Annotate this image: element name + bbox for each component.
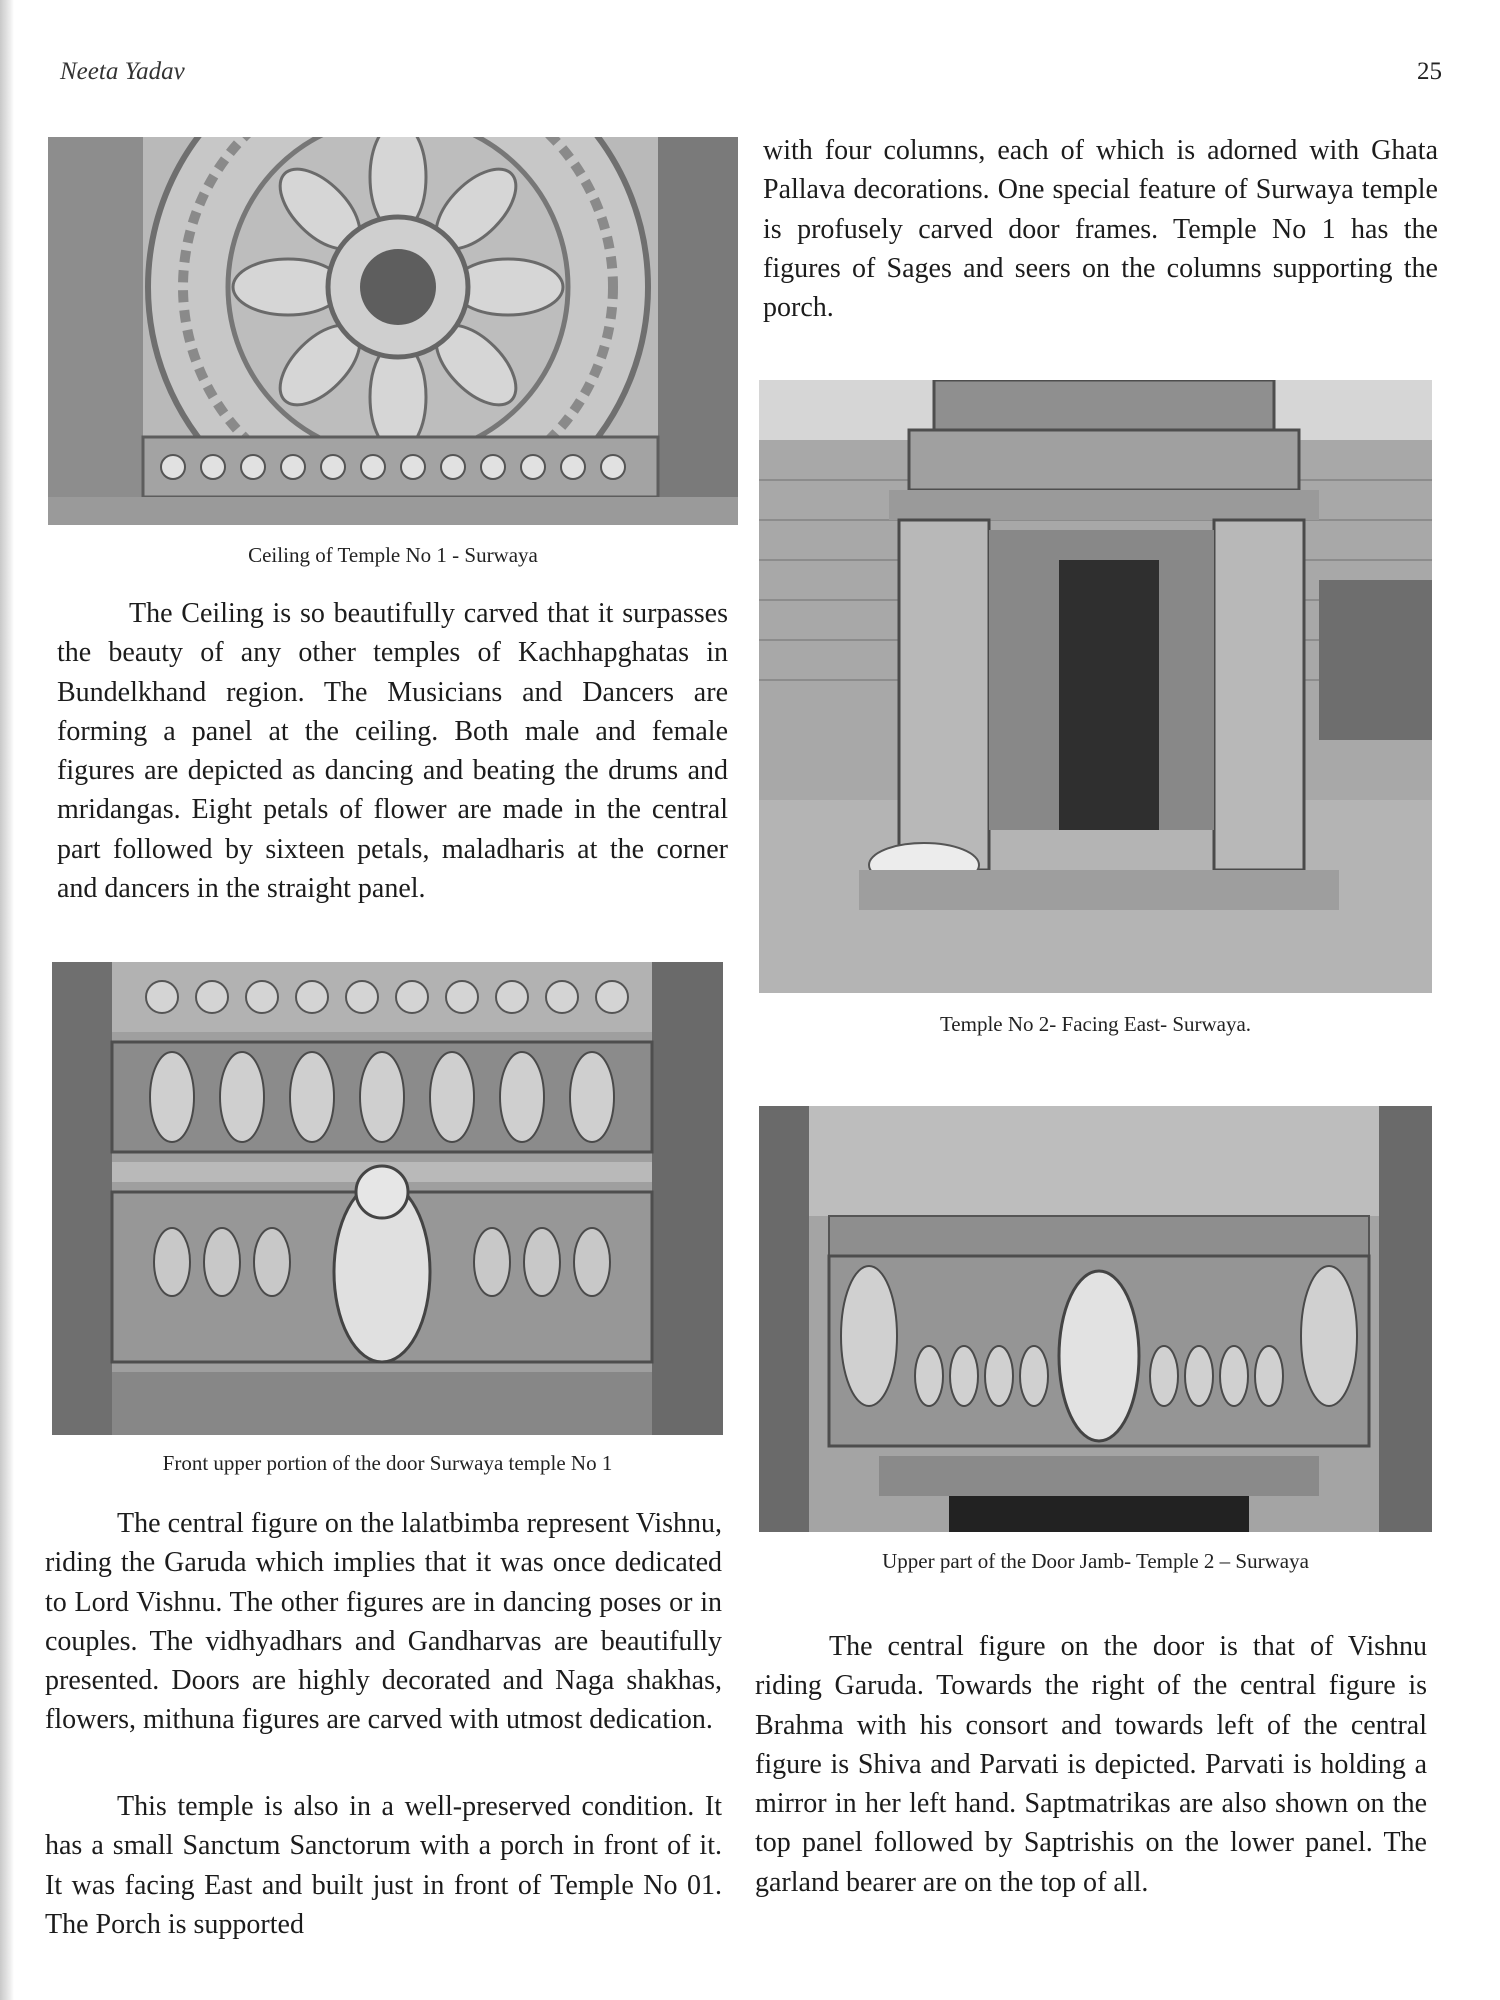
door-front-caption: Front upper portion of the door Surwaya temple No 1 bbox=[162, 1451, 613, 1475]
temple2-caption: Temple No 2- Facing East- Surwaya. bbox=[939, 1012, 1252, 1036]
temple2-photo bbox=[759, 380, 1432, 993]
door-jamb-caption: Upper part of the Door Jamb- Temple 2 – Surwaya bbox=[882, 1549, 1309, 1573]
ceiling-description-paragraph: The Ceiling is so beautifully carved that it surpasses the beauty of any other temples of Kachhapghatas in Bundelkhand region. The Musicians and Dancers are forming a panel at the ceiling. Both male and female figures are depicted as dancing and beating the drums and mridangas. Eight petals of flower are made in the central part followed by sixteen petals, maladharis at the corner and dancers in the straight panel. bbox=[57, 598, 728, 905]
door-jamb-photo bbox=[759, 1106, 1432, 1532]
book-spine-shadow bbox=[0, 0, 14, 2000]
temple-condition-paragraph: This temple is also in a well-preserved condition. It has a small Sanctum Sanctorum with a porch in front of it. It was facing East and built just in front of Temple No 01. The Porch is supported bbox=[45, 1791, 722, 1940]
page-number: 25 bbox=[1417, 58, 1442, 85]
ceiling-photo bbox=[48, 137, 738, 525]
porch-continuation-paragraph: with four columns, each of which is adorned with Ghata Pallava decorations. One special feature of Surwaya temple is profusely carved door frames. Temple No 1 has the figures of Sages and seers on the columns supporting the porch. bbox=[763, 135, 1438, 324]
running-header-author: Neeta Yadav bbox=[60, 58, 185, 85]
ceiling-caption: Ceiling of Temple No 1 - Surwaya bbox=[248, 543, 538, 567]
door-front-photo bbox=[52, 962, 723, 1435]
lalatbimba-paragraph: The central figure on the lalatbimba represent Vishnu, riding the Garuda which implies that it was once dedicated to Lord Vishnu. The other figures are in dancing poses or in couples. The vidhyadhars and Gandharvas are beautifully presented. Doors are highly decorated and Naga shakhas, flowers, mithuna figures are carved with utmost dedication. bbox=[45, 1508, 722, 1736]
door-figure-paragraph: The central figure on the door is that of Vishnu riding Garuda. Towards the right of the central figure is Brahma with his consort and towards left of the central figure is Shiva and Parvati is depicted. Parvati is holding a mirror in her left hand. Saptmatrikas are also shown on the top panel followed by Saptrishis on the lower panel. The garland bearer are on the top of all. bbox=[755, 1631, 1427, 1898]
